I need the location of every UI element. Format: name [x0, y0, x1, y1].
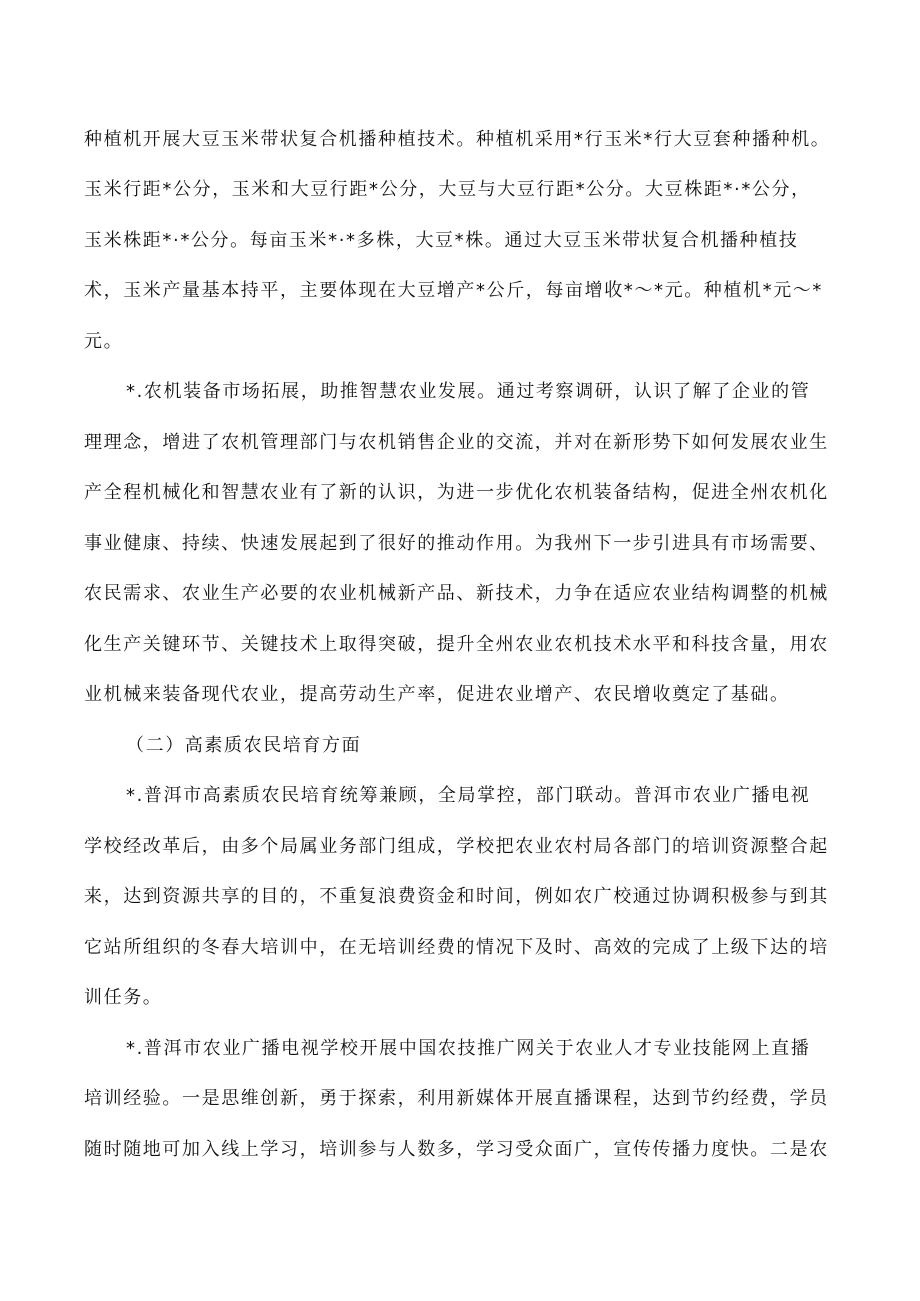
text-line: 事业健康、持续、快速发展起到了很好的推动作用。为我州下一步引进具有市场需要、	[84, 533, 829, 554]
text-line: 化生产关键环节、关键技术上取得突破，提升全州农业农机技术水平和科技含量，用农	[84, 634, 829, 655]
text-line: 它站所组织的冬春大培训中，在无培训经费的情况下及时、高效的完成了上级下达的培	[84, 937, 829, 958]
text-line: 术，玉米产量基本持平，主要体现在大豆增产*公斤，每亩增收*～*元。种植机*元～*	[84, 280, 823, 301]
text-line: 理理念，增进了农机管理部门与农机销售企业的交流，并对在新形势下如何发展农业生	[84, 432, 829, 453]
text-line: *.普洱市农业广播电视学校开展中国农技推广网关于农业人才专业技能网上直播	[126, 1038, 811, 1059]
text-line: 农民需求、农业生产必要的农业机械新产品、新技术，力争在适应农业结构调整的机械	[84, 583, 829, 604]
text-line: 培训经验。一是思维创新，勇于探索，利用新媒体开展直播课程，达到节约经费，学员	[84, 1088, 829, 1109]
text-line: 种植机开展大豆玉米带状复合机播种植技术。种植机采用*行玉米*行大豆套种播种机。	[84, 129, 831, 150]
text-line: 玉米行距*公分，玉米和大豆行距*公分，大豆与大豆行距*公分。大豆株距*·*公分，	[84, 179, 811, 200]
text-line: *.普洱市高素质农民培育统筹兼顾，全局掌控，部门联动。普洱市农业广播电视	[126, 785, 811, 806]
section-heading: （二）高素质农民培育方面	[126, 735, 362, 756]
text-line: 产全程机械化和智慧农业有了新的认识，为进一步优化农机装备结构，促进全州农机化	[84, 482, 829, 503]
text-line: 随时随地可加入线上学习，培训参与人数多，学习受众面广，宣传传播力度快。二是农	[84, 1139, 829, 1160]
text-line: 业机械来装备现代农业，提高劳动生产率，促进农业增产、农民增收奠定了基础。	[84, 684, 790, 705]
text-line: 训任务。	[84, 987, 163, 1008]
text-line: 玉米株距*·*公分。每亩玉米*·*多株，大豆*株。通过大豆玉米带状复合机播种植技	[84, 230, 799, 251]
text-line: 元。	[84, 331, 124, 352]
text-line: *.农机装备市场拓展，助推智慧农业发展。通过考察调研，认识了解了企业的管	[126, 381, 811, 402]
text-line: 学校经改革后，由多个局属业务部门组成，学校把农业农村局各部门的培训资源整合起	[84, 836, 829, 857]
text-line: 来，达到资源共享的目的，不重复浪费资金和时间，例如农广校通过协调积极参与到其	[84, 886, 829, 907]
